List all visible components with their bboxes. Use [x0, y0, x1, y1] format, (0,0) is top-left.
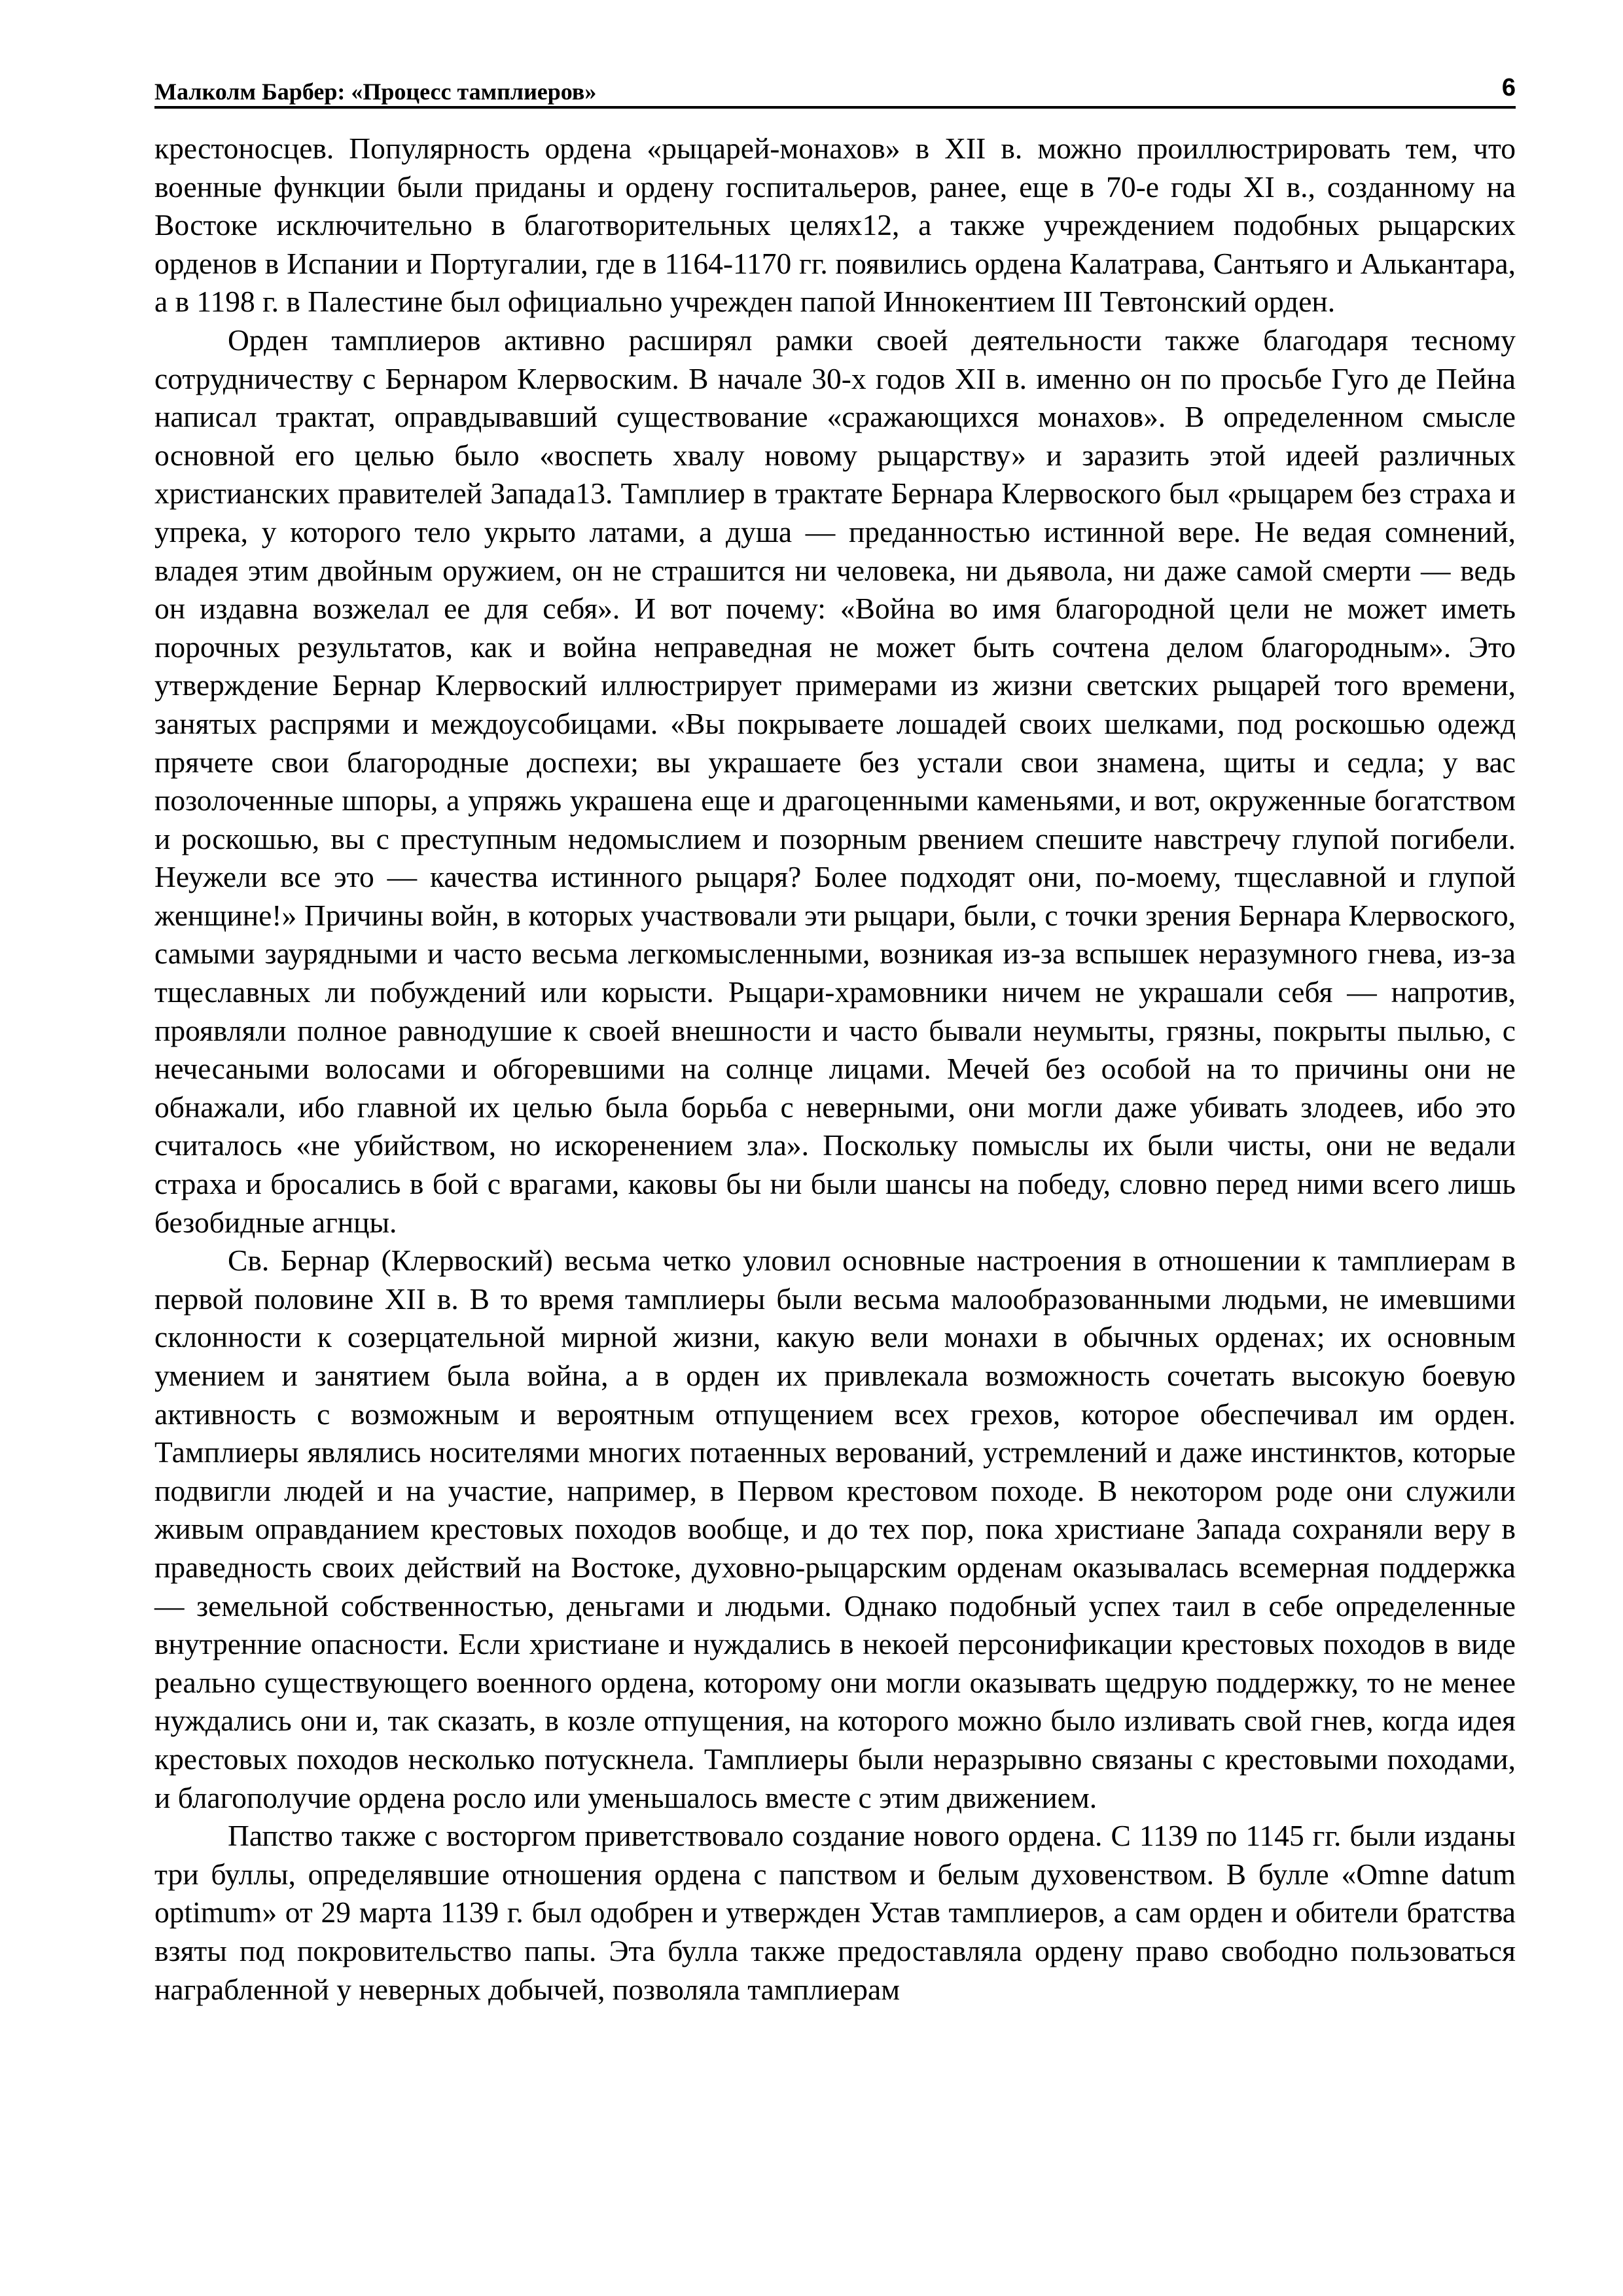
paragraph-4: Папство также с восторгом приветствовало создание нового ордена. С 1139 по 1145 гг. были изданы три буллы, определявшие отношения ордена с папством и белым духовенством. В булле «Omne datum optimum» от 29 марта 1139 г. был одобрен и утвержден Устав тамплиеров, а сам орден и обители братства взяты под покровительство папы. Эта булла также предоставляла ордену право свободно пользоваться награбленной у неверных добычей, позволяла тамплиерам	[154, 1819, 1516, 2006]
running-header	[154, 71, 1516, 107]
paragraph-2: Орден тамплиеров активно расширял рамки своей деятельности также благодаря тесному сотрудничеству с Бернаром Клервоским. В начале 30-х годов XII в. именно он по просьбе Гуго де Пейна написал трактат, оправдывавший существование «сражающихся монахов». В определенном смысле основной его целью было «воспеть хвалу новому рыцарству» и заразить этой идеей различных христианских правителей Запада13. Тамплиер в трактате Бернара Клервоского был «рыцарем без страха и упрека, у которого тело укрыто латами, а душа — преданностью истинной вере. Не ведая сомнений, владея этим двойным оружием, он не страшится ни человека, ни дьявола, ни даже самой смерти — ведь он издавна возжелал ее для себя». И вот почему: «Война во имя благородной цели не может иметь порочных результатов, как и война неправедная не может быть сочтена делом благородным». Это утверждение Бернар Клервоский иллюстрирует примерами из жизни светских рыцарей того времени, занятых распрями и междоусобицами. «Вы покрываете лошадей своих шелками, под роскошью одежд прячете свои благородные доспехи; вы украшаете без устали свои знамена, щиты и седла; у вас позолоченные шпоры, а упряжь украшена еще и драгоценными каменьями, и вот, окруженные богатством и роскошью, вы с преступным недомыслием и позорным рвением спешите навстречу глупой погибели. Неужели все это — качества истинного рыцаря? Более подходят они, по-моему, тщеславной и глупой женщине!» Причины войн, в которых участвовали эти рыцари, были, с точки зрения Бернара Клервоского, самыми заурядными и часто весьма легкомысленными, возникая из-за вспышек неразумного гнева, из-за тщеславных ли побуждений или корысти. Рыцари-храмовники ничем не украшали себя — напротив, проявляли полное равнодушие к своей внешности и часто бывали неумыты, грязны, покрыты пылью, с нечесаными волосами и обгоревшими на солнце лицами. Мечей без особой на то причины они не обнажали, ибо главной их целью была борьба с неверными, они могли даже убивать злодеев, ибо это считалось «не убийством, но искоренением зла». Поскольку помыслы их были чисты, они не ведали страха и бросались в бой с врагами, каковы бы ни были шансы на победу, словно перед ними всего лишь безобидные агнцы.	[154, 323, 1516, 1239]
page-number: 6	[1501, 74, 1516, 101]
header-divider	[154, 106, 1516, 109]
body-text	[154, 130, 1516, 2009]
paragraph-3: Св. Бернар (Клервоский) весьма четко уловил основные настроения в отношении к тамплиерам в первой половине XII в. В то время тамплиеры были весьма малообразованными людьми, не имевшими склонности к созерцательной мирной жизни, какую вели монахи в обычных орденах; их основным умением и занятием была война, а в орден их привлекала возможность сочетать высокую боевую активность с возможным и вероятным отпущением всех грехов, которое обеспечивал им орден. Тамплиеры являлись носителями многих потаенных верований, устремлений и даже инстинктов, которые подвигли людей и на участие, например, в Первом крестовом походе. В некотором роде они служили живым оправданием крестовых походов вообще, и до тех пор, пока христиане Запада сохраняли веру в праведность своих действий на Востоке, духовно-рыцарским орденам оказывалась всемерная поддержка — земельной собственностью, деньгами и людьми. Однако подобный успех таил в себе определенные внутренние опасности. Если христиане и нуждались в некоей персонификации крестовых походов в виде реально существующего военного ордена, которому они могли оказывать щедрую поддержку, то не менее нуждались они и, так сказать, в козле отпущения, на которого можно было изливать свой гнев, когда идея крестовых походов несколько потускнела. Тамплиеры были неразрывно связаны с крестовыми походами, и благополучие ордена росло или уменьшалось вместе с этим движением.	[154, 1244, 1516, 1814]
paragraph-1: крестоносцев. Популярность ордена «рыцарей-монахов» в XII в. можно проиллюстрировать тем, что военные функции были приданы и ордену госпитальеров, ранее, еще в 70-е годы XI в., созданному на Востоке исключительно в благотворительных целях12, а также учреждением подобных рыцарских орденов в Испании и Португалии, где в 1164-1170 гг. появились ордена Калатрава, Сантьяго и Алькантара, а в 1198 г. в Палестине был официально учрежден папой Иннокентием III Тевтонский орден.	[154, 132, 1516, 319]
header-title: Малколм Барбер: «Процесс тамплиеров»	[154, 79, 597, 105]
